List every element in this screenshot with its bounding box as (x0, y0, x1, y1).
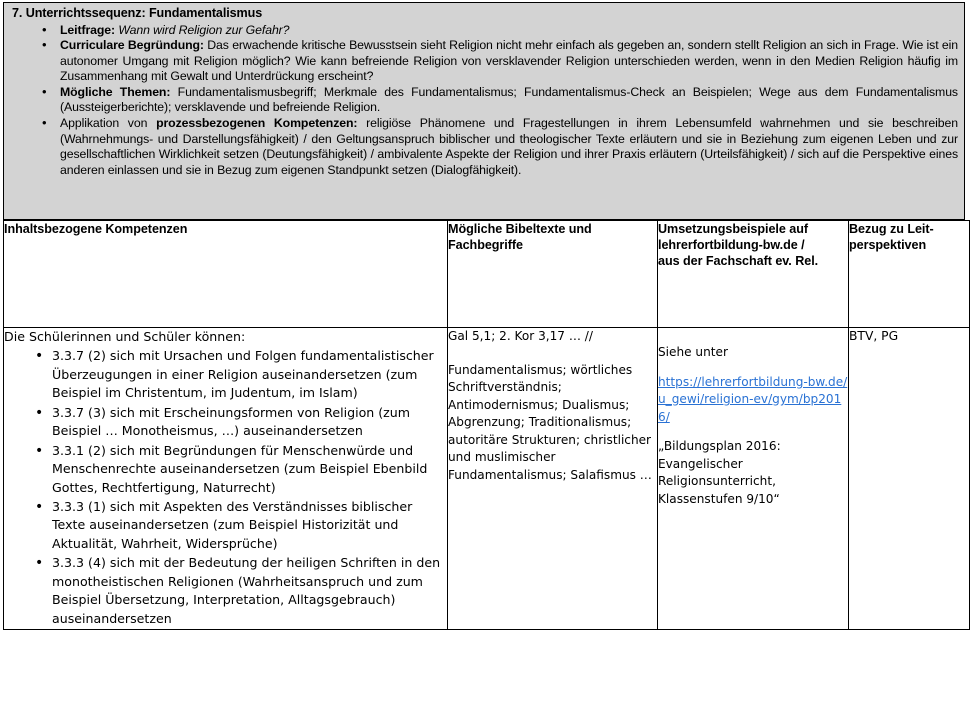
list-item: • 3.3.3 (4) sich mit der Bedeutung der heiligen Schriften in den monotheistischen Religionen (Wahrheitsanspruch und zum Beispiel Übersetzung, Interpretation, Alltagsgebrauch) auseinandersetzen (4, 554, 447, 628)
spacer (448, 346, 657, 362)
column-header-inhaltsbezogene-kompetenzen: Inhaltsbezogene Kompetenzen (4, 221, 448, 328)
bildungsplan-quote: „Bildungsplan 2016: Evangelischer Religionsunterricht, Klassenstufen 9/10“ (658, 439, 781, 506)
column-header-bibeltexte-fachbegriffe: Mögliche Bibeltexte und Fachbegriffe (448, 221, 658, 328)
column-header-umsetzungsbeispiele (658, 221, 849, 328)
intro-item-text: Fundamentalismusbegriff; Merkmale des Fundamentalismus; Fundamentalismus-Check an Beispielen; Wege aus dem Fundamentalismus (Aussteigerberichte); versklavende und befreiende Religion. (60, 84, 958, 115)
intro-item-label: Leitfrage: (60, 22, 116, 37)
column-header-umsetzungsbeispiele-line1: Umsetzungsbeispiele auf lehrerfortbildung-bw.de / (658, 222, 809, 253)
intro-item-curriculare-begruendung (10, 38, 958, 85)
table-body (4, 328, 970, 630)
cell-inhaltsbezogene-kompetenzen (4, 328, 448, 630)
competences-table (3, 220, 970, 630)
spacer (658, 328, 848, 344)
list-item: • 3.3.7 (2) sich mit Ursachen und Folgen fundamentalistischer Überzeugungen in einer Religion auseinandersetzen (zum Beispiel im Christentum, im Judentum, im Islam) (4, 347, 447, 402)
intro-item-text: religiöse Phänomene und Fragestellungen in ihrem Lebensumfeld wahrnehmen und sie beschreiben (Wahrnehmungs- und Darstellungsfähigkeit) / den Geltungsanspruch biblischer und theologischer Texte erläutern und sie in Beziehung zum eigenen Leben und zur gesellschaftlichen Wirklichkeit setzen (Deutungsfähigkeit) / ambivalente Aspekte der Religion und ihrer Praxis erläutern (Urteilsfähigkeit) / sich auf die Perspektive eines anderen einlassen und sie in Bezug zum eigenen Standpunkt setzen (Dialogfähigkeit). (60, 116, 958, 177)
intro-item-leitfrage (10, 23, 958, 39)
table-header-row (4, 221, 970, 328)
fachbegriffe-text: Fundamentalismus; wörtliches Schriftverständnis; Antimodernismus; Dualismus; Abgrenzung; Traditionalismus; autoritäre Strukturen; christlicher und muslimischer Fundamentalismus; Salafismus … (448, 362, 652, 482)
sequence-intro-panel (3, 2, 965, 220)
list-item: • 3.3.3 (1) sich mit Aspekten des Verständnisses biblischer Texte auseinandersetzen (zum Beispiel Historizität und Aktualität, Wahrheit, Widersprüche) (4, 498, 447, 553)
cell-bibeltexte-fachbegriffe (448, 328, 658, 630)
sequence-title: 7. Unterrichtssequenz: Fundamentalismus (12, 6, 263, 20)
intro-item-label: Mögliche Themen: (60, 84, 171, 99)
list-item: • 3.3.1 (2) sich mit Begründungen für Menschenwürde und Menschenrechte auseinandersetzen (zum Beispiel Ebenbild Gottes, Rechtfertigung, Naturrecht) (4, 442, 447, 497)
cell-umsetzungsbeispiele (658, 328, 849, 630)
lehrerfortbildung-link[interactable]: https://lehrerfortbildung-bw.de/u_gewi/religion-ev/gym/bp2016/ (658, 374, 848, 424)
intro-item-text: Wann wird Religion zur Gefahr? (118, 22, 290, 37)
list-item: • 3.3.7 (3) sich mit Erscheinungsformen von Religion (zum Beispiel … Monotheismus, …) auseinandersetzen (4, 404, 447, 441)
sequence-intro-list (10, 23, 958, 178)
competences-lead-in: Die Schülerinnen und Schüler können: (4, 329, 246, 344)
intro-item-label: prozessbezogenen Kompetenzen: (156, 116, 358, 131)
intro-item-moegliche-themen (10, 85, 958, 116)
column-header-leitperspektiven: Bezug zu Leit-perspektiven (849, 221, 970, 328)
intro-item-label: Curriculare Begründung: (60, 38, 204, 53)
intro-item-text: Das erwachende kritische Bewusstsein sieht Religion nicht mehr einfach als gegeben an, sondern stellt Religion an sich in Frage. Wie ist ein autonomer Umgang mit Religion möglich? Wie kann befreiende Religion von versklavender Religion unterschieden werden, wenn in den Medien Religion häufig im Zusammenhang mit Gewalt und Unterdrückung erscheint? (60, 38, 958, 84)
column-header-umsetzungsbeispiele-line2: aus der Fachschaft ev. Rel. (658, 254, 819, 269)
intro-item-prozessbezogene-kompetenzen (10, 116, 958, 178)
bible-references: Gal 5,1; 2. Kor 3,17 … // (448, 329, 593, 343)
competences-list (4, 347, 447, 628)
table-row (4, 328, 970, 630)
cell-leitperspektiven: BTV, PG (849, 328, 970, 630)
table-head (4, 221, 970, 328)
see-under-label: Siehe unter (658, 345, 728, 359)
intro-item-prefix: Applikation von (60, 116, 157, 131)
